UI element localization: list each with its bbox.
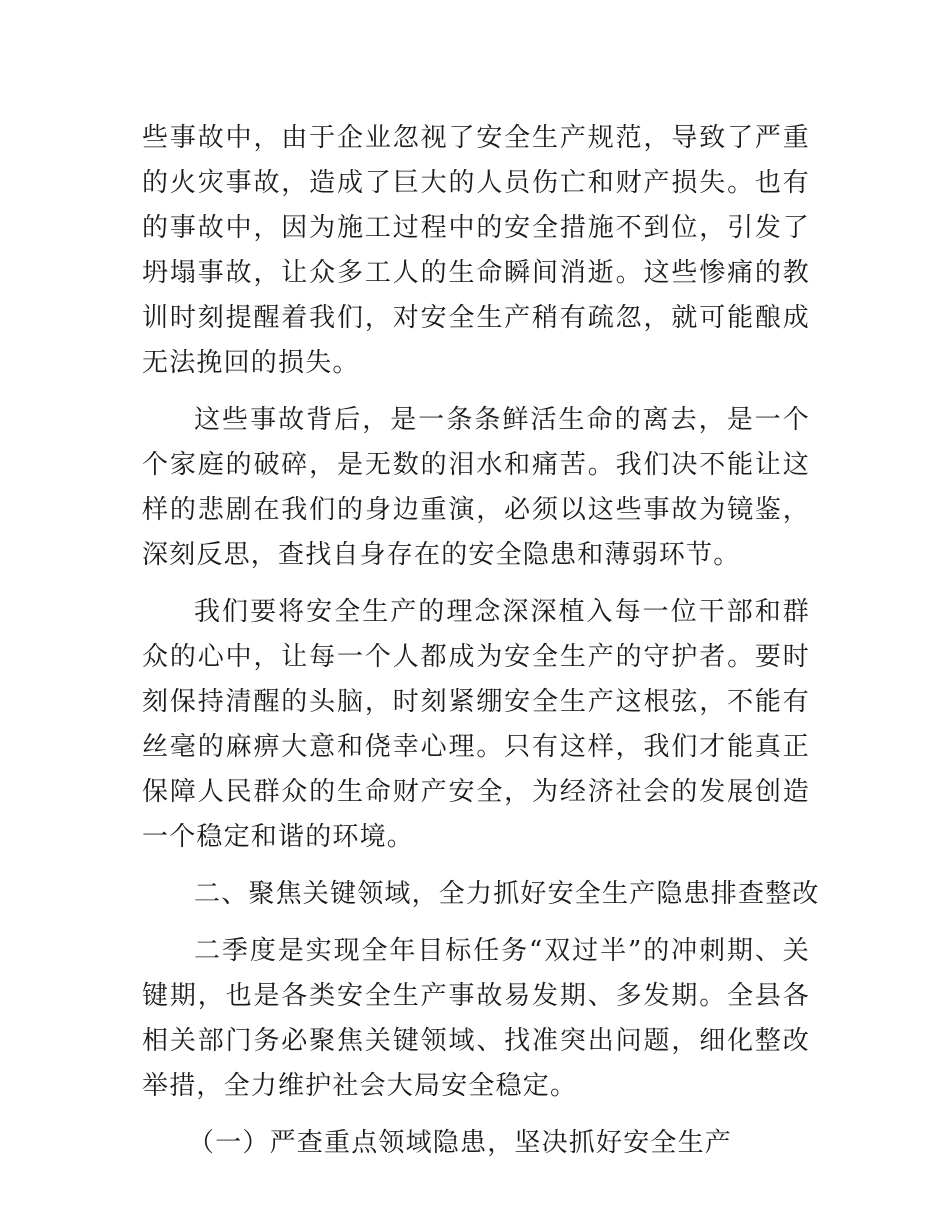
paragraph-accident-continuation: 些事故中，由于企业忽视了安全生产规范，导致了严重的火灾事故，造成了巨大的人员伤亡和财产损失。也有的事故中，因为施工过程中的安全措施不到位，引发了坍塌事故，让众多工人的生命瞬间消逝。这些惨痛的教训时刻提醒着我们，对安全生产稍有疏忽，就可能酿成无法挽回的损失。: [142, 123, 810, 378]
subsection-heading-one: （一）严查重点领域隐患，坚决抓好安全生产: [188, 1128, 733, 1158]
section-heading-two: 二、聚焦关键领域，全力抓好安全生产隐患排查整改: [194, 879, 820, 909]
paragraph-safety-awareness: 我们要将安全生产的理念深深植入每一位干部和群众的心中，让每一个人都成为安全生产的守护者。要时刻保持清醒的头脑，时刻紧绷安全生产这根弦，不能有丝毫的麻痹大意和侥幸心理。只有这样，我们才能真正保障人民群众的生命财产安全，为经济社会的发展创造一个稳定和谐的环境。: [142, 597, 810, 852]
paragraph-accident-consequences: 这些事故背后，是一条条鲜活生命的离去，是一个个家庭的破碎，是无数的泪水和痛苦。我们决不能让这样的悲剧在我们的身边重演，必须以这些事故为镜鉴，深刻反思，查找自身存在的安全隐患和薄弱环节。: [142, 405, 810, 570]
paragraph-second-quarter: 二季度是实现全年目标任务“双过半”的冲刺期、关键期，也是各类安全生产事故易发期、多发期。全县各相关部门务必聚焦关键领域、找准突出问题，细化整改举措，全力维护社会大局安全稳定。: [142, 936, 810, 1101]
document-body: [142, 116, 820, 1166]
